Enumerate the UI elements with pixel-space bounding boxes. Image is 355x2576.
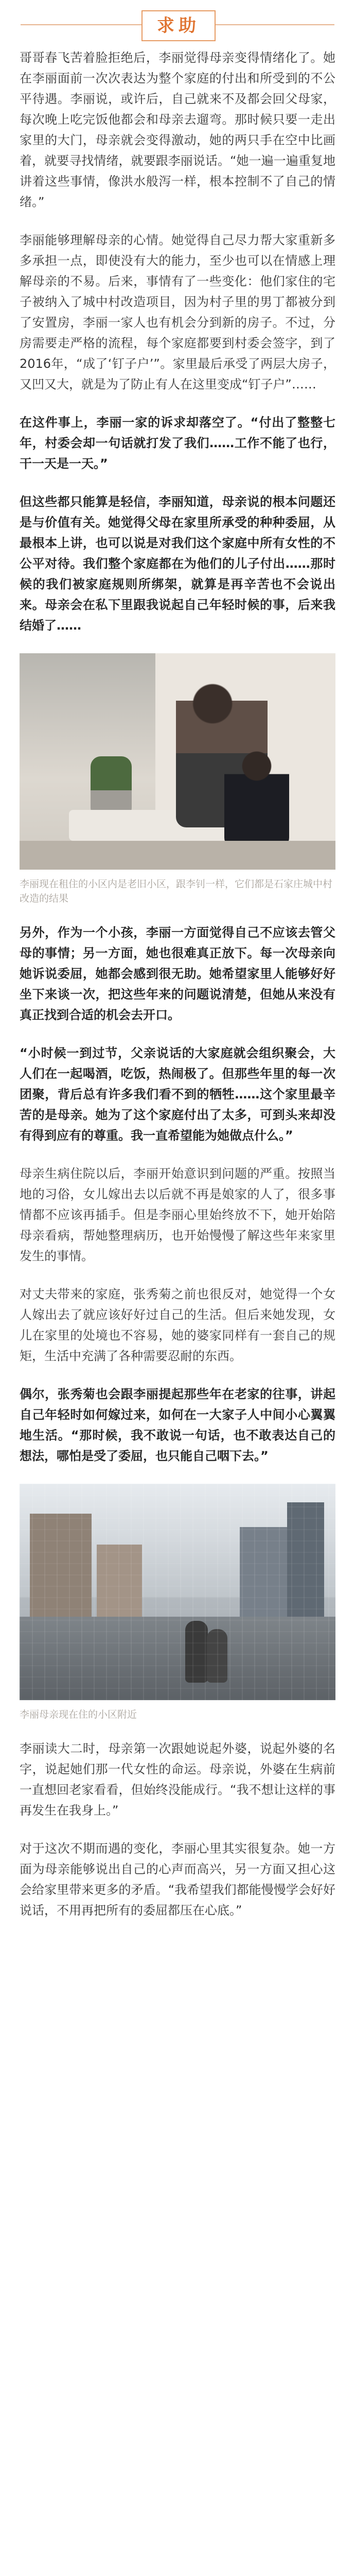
paragraph-bold: 但这些都只能算是轻信，李丽知道，母亲说的根本问题还是与价值有关。她觉得父母在家里所承受的种种委屈，从最根本上讲，也可以说是对我们这个家庭中所有女性的不公平对待。我们整个家庭都在为他们的儿子付出……那时候的我们被家庭规则所绑架，就算是再辛苦也不会说出来。母亲会在私下里跟我说起自己年轻时候的事，后来我结婚了…… (20, 495, 335, 633)
photo-2 (20, 1484, 335, 1700)
photo-1-image (20, 653, 335, 870)
article-header (0, 0, 355, 49)
paragraph-bold: 偶尔，张秀菊也会跟李丽提起那些年在老家的往事，讲起自己年轻时如何嫁过来，如何在一大家子人中间小心翼翼地生活。“那时候，我不敢说一句话，也不敢表达自己的想法，哪怕是受了委屈，也只能自己咽下去。” (20, 1387, 335, 1463)
section-title: 求助 (141, 10, 216, 41)
paragraph: 母亲生病住院以后，李丽开始意识到问题的严重。按照当地的习俗，女儿嫁出去以后就不再是娘家的人了，很多事情都不应该再插手。但是李丽心里始终放不下，她开始陪母亲看病，帮她整理病历，也开始慢慢了解这些年来家里发生的事情。 (20, 1166, 335, 1263)
paragraph: 李丽读大二时，母亲第一次跟她说起外婆，说起外婆的名字，说起她们那一代女性的命运。母亲说，外婆在生病前一直想回老家看看，但始终没能成行。“我不想让这样的事再发生在我身上。” (20, 1741, 335, 1818)
paragraph: 对于这次不期而遇的变化，李丽心里其实很复杂。她一方面为母亲能够说出自己的心声而高兴，另一方面又担心这会给家里带来更多的矛盾。“我希望我们都能慢慢学会好好说话，不用再把所有的委屈都压在心底。” (20, 1841, 335, 1918)
photo-2-caption: 李丽母亲现在住的小区附近 (20, 1709, 137, 1720)
photo-1-caption: 李丽现在租住的小区内是老旧小区，跟李钊一样，它们都是石家庄城中村改造的结果 (20, 878, 333, 904)
paragraph: 李丽能够理解母亲的心情。她觉得自己尽力帮大家重新多多承担一点，即使没有大的能力，至少也可以在情感上理解母亲的不易。后来，事情有了一些变化：他们家住的宅子被纳入了城中村改造项目，因为村子里的男丁都被分到了安置房，李丽一家人也有机会分到新的房子。不过，分房需要走严格的流程，每个家庭都要到村委会签字，到了2016年，“成了‘钉子户’”。家里最后承受了两层大房子，又凹又大，就是为了防止有人在这里变成“钉子户”…… (20, 233, 335, 392)
paragraph-bold: “小时候一到过节，父亲说话的大家庭就会组织聚会，大人们在一起喝酒，吃饭，热闹极了。但那些年里的每一次团聚，背后总有许多我们看不到的牺牲……这个家里最辛苦的是母亲。她为了这个家庭付出了太多，可到头来却没有得到应有的尊重。我一直希望能为她做点什么。” (20, 1046, 335, 1143)
paragraph: 哥哥春飞苦着脸拒绝后，李丽觉得母亲变得情绪化了。她在李丽面前一次次表达为整个家庭的付出和所受到的不公平待遇。李丽说，或许后，自己就来不及都会回父母家，每次晚上吃完饭他都会和母亲去遛弯。那时候只要一走出家里的大门，母亲就会变得激动，她的两只手在空中比画着，就要寻找情绪，就要跟李丽说话。“她一遍一遍重复地讲着这些事情，像洪水般泻一样，根本控制不了自己的情绪。” (20, 50, 335, 209)
paragraph-bold: 在这件事上，李丽一家的诉求却落空了。“付出了整整七年，村委会却一句话就打发了我们……工作不能了也行，干一天是一天。” (20, 415, 335, 471)
paragraph-bold: 另外，作为一个小孩，李丽一方面觉得自己不应该去管父母的事情；另一方面，她也很难真正放下。每一次母亲向她诉说委屈，她都会感到很无助。她希望家里人能够好好坐下来谈一次，把这些年来的问题说清楚，但她从来没有真正找到合适的机会去开口。 (20, 925, 335, 1022)
paragraph: 对丈夫带来的家庭，张秀菊之前也很反对，她觉得一个女人嫁出去了就应该好好过自己的生活。但后来她发现，女儿在家里的处境也不容易，她的婆家同样有一套自己的规矩，生活中充满了各种需要忍耐的东西。 (20, 1287, 335, 1363)
photo-2-image (20, 1484, 335, 1700)
article-body (20, 47, 335, 1938)
photo-1 (20, 653, 335, 870)
